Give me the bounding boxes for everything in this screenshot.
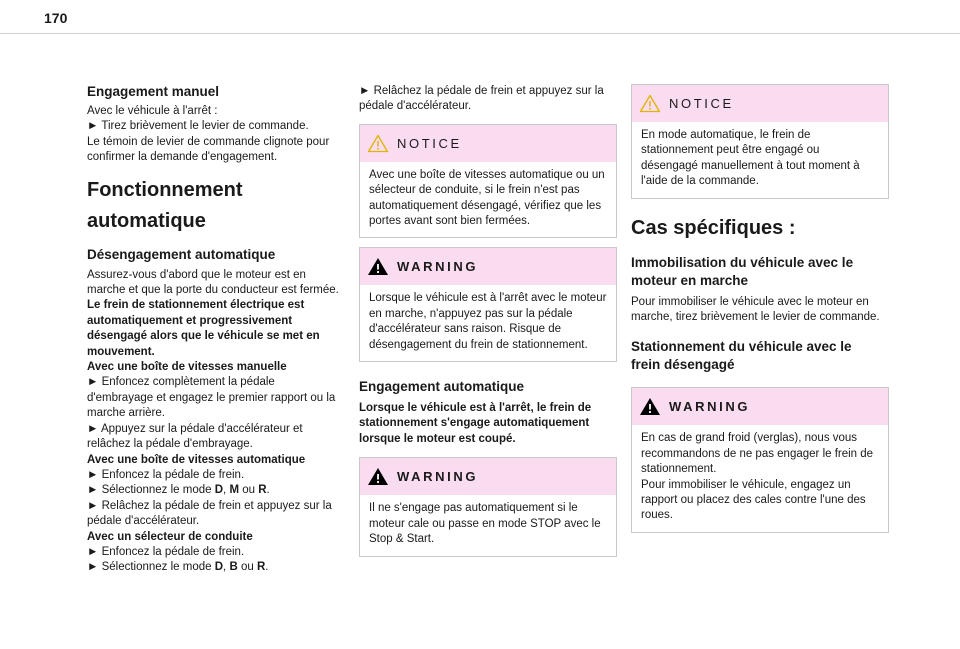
step-line: ► Relâchez la pédale de frein et appuyez sur la pédale d'accélérateur. — [87, 499, 332, 528]
notice-warning-triangle-icon — [367, 134, 389, 153]
heading-parking-disengaged: Stationnement du véhicule avec le frein désengagé — [631, 339, 852, 373]
step-line: ► Enfoncez la pédale de frein. — [87, 545, 245, 558]
immobilisation-text: Pour immobiliser le véhicule avec le moteur en marche, tirez brièvement le levier de commande. — [631, 295, 880, 324]
warning-text: Lorsque le véhicule est à l'arrêt avec le moteur en marche, n'appuyez pas sur la pédale d'accélérateur sans raison. Risque de désengagement du frein de stationnement. — [369, 292, 607, 351]
notice-warning-triangle-icon — [639, 94, 661, 113]
warning-box — [359, 457, 617, 556]
automatic-gearbox-label: Avec une boîte de vitesses automatique — [87, 453, 306, 466]
warning-triangle-icon — [367, 467, 389, 486]
warning-box — [631, 387, 889, 532]
heading-manual-engagement: Engagement manuel — [87, 84, 220, 99]
step-line-modes: ► Sélectionnez le mode D, B ou R. — [87, 561, 269, 574]
warning-triangle-icon — [367, 257, 389, 276]
notice-box — [631, 84, 889, 199]
manual-gearbox-label: Avec une boîte de vitesses manuelle — [87, 361, 287, 374]
warning-title: WARNING — [397, 259, 479, 275]
heading-specific-cases: Cas spécifiques : — [631, 216, 796, 239]
warning-triangle-icon — [639, 397, 661, 416]
heading-automatic-engagement: Engagement automatique — [359, 379, 525, 395]
column-3 — [631, 84, 889, 533]
step-line: ► Enfoncez la pédale de frein. — [87, 468, 245, 481]
warning-title: WARNING — [669, 399, 751, 415]
step-line-modes: ► Sélectionnez le mode D, M ou R. — [87, 484, 270, 497]
warning-box — [359, 247, 617, 362]
warning-text: Il ne s'engage pas automatiquement si le moteur cale ou passe en mode STOP avec le Stop & Start. — [369, 502, 601, 546]
warning-text: Pour immobiliser le véhicule, engagez un rapport ou placez des cales contre l'une des roues. — [641, 478, 866, 522]
notice-box — [359, 124, 617, 239]
bold-note: Le frein de stationnement électrique est automatiquement et progressivement désengagé alors que le véhicule se met en mouvement. — [87, 299, 320, 358]
step-line: ► Appuyez sur la pédale d'accélérateur et relâchez la pédale d'embrayage. — [87, 422, 303, 451]
selector-label: Avec un sélecteur de conduite — [87, 530, 253, 543]
column-2 — [359, 84, 617, 557]
auto-engage-text: Lorsque le véhicule est à l'arrêt, le frein de stationnement s'engage automatiquement lorsque le moteur est coupé. — [359, 402, 592, 445]
heading-automatic-disengagement: Désengagement automatique — [87, 246, 276, 262]
notice-text: En mode automatique, le frein de stationnement peut être engagé ou désengagé manuellement à tout moment à l'aide de la commande. — [641, 129, 860, 188]
warning-text: En cas de grand froid (verglas), nous vous recommandons de ne pas engager le frein de stationnement. — [641, 432, 874, 476]
heading-immobilisation: Immobilisation du véhicule avec le moteur en marche — [631, 254, 854, 288]
notice-title: NOTICE — [397, 135, 462, 151]
header-rule — [0, 33, 960, 34]
page-number: 170 — [44, 10, 68, 26]
manual-line: ► Tirez brièvement le levier de commande. — [87, 120, 309, 133]
heading-automatic-operation: Fonctionnement automatique — [87, 178, 243, 232]
manual-line: Le témoin de levier de commande clignote pour confirmer la demande d'engagement. — [87, 135, 330, 164]
column-1 — [87, 84, 344, 576]
notice-text: Avec une boîte de vitesses automatique ou un sélecteur de conduite, si le frein n'est pas automatiquement désengagé, vérifiez que les portes avant sont bien fermées. — [369, 168, 605, 228]
notice-title: NOTICE — [669, 96, 734, 111]
manual-line: Avec le véhicule à l'arrêt : — [87, 105, 218, 117]
step-line: ► Enfoncez complètement la pédale d'embrayage et engagez le premier rapport ou la marche arrière. — [87, 376, 336, 420]
intro-text: Assurez-vous d'abord que le moteur est en marche et que la porte du conducteur est fermée. — [87, 268, 339, 297]
warning-title: WARNING — [397, 469, 479, 485]
continued-step: ► Relâchez la pédale de frein et appuyez sur la pédale d'accélérateur. — [359, 85, 604, 113]
